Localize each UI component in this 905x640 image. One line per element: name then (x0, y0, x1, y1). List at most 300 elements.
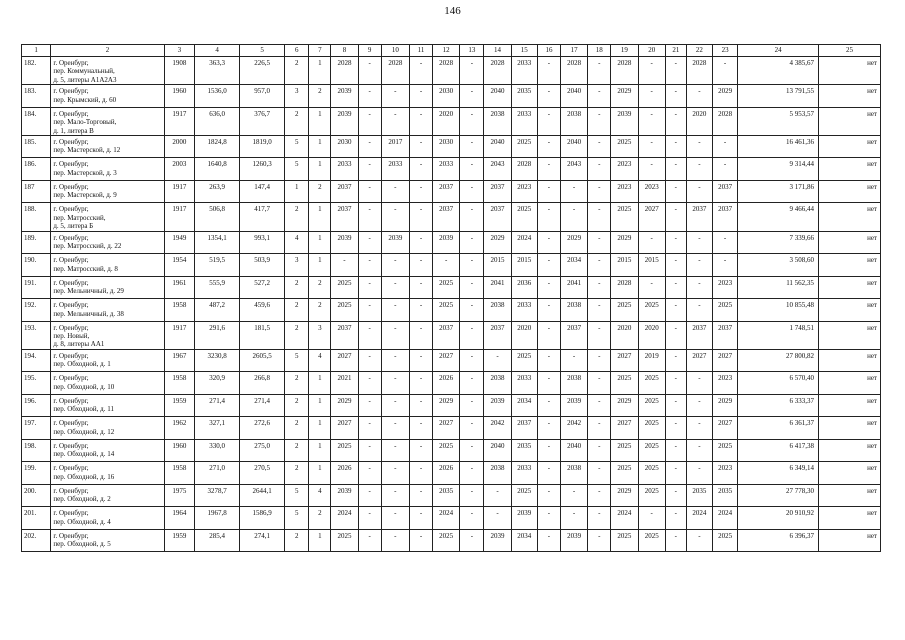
address-line: г. Оренбург, (53, 256, 89, 265)
value-cell: 2042 (484, 417, 511, 440)
value-cell: 1959 (164, 529, 194, 552)
column-header-12: 12 (433, 45, 460, 57)
value-cell: - (665, 484, 686, 507)
address-line: д. 5, литеры А1А2А3 (53, 75, 117, 84)
row-number: 193. (22, 321, 51, 349)
value-cell: 2015 (611, 254, 638, 277)
value-cell: - (713, 135, 738, 158)
value-cell: - (588, 394, 611, 417)
note-cell: нет (818, 57, 880, 85)
cost-cell: 9 314,44 (738, 158, 819, 181)
note-cell: нет (818, 462, 880, 485)
note-cell: нет (818, 107, 880, 135)
value-cell: 2025 (713, 299, 738, 322)
value-cell: 2021 (331, 372, 358, 395)
value-cell: - (638, 158, 665, 181)
address-line: г. Оренбург, (53, 182, 89, 191)
address-cell (51, 85, 164, 108)
value-cell: 3 (309, 321, 331, 349)
value-cell: 1967,8 (195, 507, 240, 530)
row-number: 184. (22, 107, 51, 135)
value-cell: - (460, 180, 484, 203)
column-header-25: 25 (818, 45, 880, 57)
address-line: д. 5, литера Б (53, 222, 94, 231)
value-cell: - (409, 439, 432, 462)
address-line: пер. Обходной, д. 16 (53, 472, 115, 481)
value-cell: - (588, 439, 611, 462)
value-cell: 2024 (433, 507, 460, 530)
value-cell: - (409, 180, 432, 203)
value-cell: - (588, 57, 611, 85)
value-cell: - (381, 254, 409, 277)
address-line: г. Оренбург, (53, 464, 89, 473)
value-cell: 636,0 (195, 107, 240, 135)
value-cell: 330,0 (195, 439, 240, 462)
value-cell: - (358, 484, 381, 507)
value-cell: - (358, 158, 381, 181)
address-cell (51, 372, 164, 395)
value-cell: 2025 (511, 135, 537, 158)
value-cell: 2023 (713, 372, 738, 395)
value-cell: 2 (309, 276, 331, 299)
value-cell: 2037 (713, 321, 738, 349)
address-line: пер. Матросский, д. 22 (53, 242, 122, 251)
value-cell: 2027 (611, 417, 638, 440)
column-header-10: 10 (381, 45, 409, 57)
address-line: пер. Матросский, (53, 213, 106, 222)
address-line: г. Оренбург, (53, 396, 89, 405)
value-cell: - (409, 349, 432, 372)
value-cell: - (409, 85, 432, 108)
value-cell: - (460, 299, 484, 322)
value-cell: - (381, 462, 409, 485)
value-cell: 1 (309, 417, 331, 440)
row-number: 185. (22, 135, 51, 158)
value-cell: 3278,7 (195, 484, 240, 507)
cost-cell: 6 333,37 (738, 394, 819, 417)
value-cell: - (358, 299, 381, 322)
value-cell: 5 (285, 158, 309, 181)
row-number: 194. (22, 349, 51, 372)
value-cell: - (665, 203, 686, 231)
value-cell: 2034 (560, 254, 587, 277)
value-cell: 2025 (611, 529, 638, 552)
value-cell: - (537, 462, 560, 485)
value-cell: - (665, 254, 686, 277)
cost-cell: 13 791,55 (738, 85, 819, 108)
value-cell: 2039 (331, 484, 358, 507)
value-cell: - (358, 276, 381, 299)
address-cell (51, 276, 164, 299)
note-cell: нет (818, 417, 880, 440)
address-cell (51, 321, 164, 349)
value-cell: - (665, 276, 686, 299)
value-cell: 503,9 (240, 254, 285, 277)
value-cell: 2035 (511, 439, 537, 462)
address-cell (51, 529, 164, 552)
address-cell (51, 158, 164, 181)
value-cell: 2038 (484, 107, 511, 135)
value-cell: - (460, 158, 484, 181)
value-cell: 2020 (511, 321, 537, 349)
value-cell: 2 (285, 203, 309, 231)
value-cell: 2 (309, 85, 331, 108)
value-cell: 2039 (381, 231, 409, 254)
value-cell: 2029 (713, 394, 738, 417)
address-cell (51, 484, 164, 507)
value-cell: 2024 (713, 507, 738, 530)
value-cell: 2038 (560, 462, 587, 485)
value-cell: - (537, 135, 560, 158)
value-cell: 2040 (484, 85, 511, 108)
value-cell: 2028 (611, 276, 638, 299)
value-cell: - (713, 254, 738, 277)
value-cell: - (460, 85, 484, 108)
value-cell: 2027 (331, 417, 358, 440)
address-line: пер. Обходной, д. 1 (53, 360, 111, 369)
column-header-22: 22 (686, 45, 712, 57)
value-cell: 2015 (638, 254, 665, 277)
value-cell: 1961 (164, 276, 194, 299)
row-number: 189. (22, 231, 51, 254)
value-cell: 417,7 (240, 203, 285, 231)
value-cell: 2 (285, 321, 309, 349)
note-cell: нет (818, 299, 880, 322)
value-cell: - (460, 484, 484, 507)
value-cell: - (358, 372, 381, 395)
value-cell: 2644,1 (240, 484, 285, 507)
value-cell: - (409, 507, 432, 530)
value-cell: - (537, 394, 560, 417)
cost-cell: 6 396,37 (738, 529, 819, 552)
value-cell: 2023 (638, 180, 665, 203)
value-cell: 1586,9 (240, 507, 285, 530)
value-cell: - (560, 180, 587, 203)
table-row (22, 158, 881, 181)
table-row (22, 349, 881, 372)
value-cell: - (713, 57, 738, 85)
value-cell: - (665, 372, 686, 395)
row-number: 201. (22, 507, 51, 530)
column-header-24: 24 (738, 45, 819, 57)
address-line: г. Оренбург, (53, 137, 89, 146)
value-cell: 2025 (433, 276, 460, 299)
column-header-21: 21 (665, 45, 686, 57)
cost-cell: 16 461,36 (738, 135, 819, 158)
value-cell: 2029 (611, 85, 638, 108)
value-cell: 274,1 (240, 529, 285, 552)
value-cell: - (588, 462, 611, 485)
address-line: пер. Мельничный, д. 38 (53, 309, 124, 318)
value-cell: - (588, 484, 611, 507)
address-line: г. Оренбург, (53, 301, 89, 310)
value-cell: - (409, 321, 432, 349)
value-cell: - (409, 203, 432, 231)
value-cell: 1917 (164, 321, 194, 349)
cost-cell: 4 385,67 (738, 57, 819, 85)
value-cell: 2028 (484, 57, 511, 85)
value-cell: - (665, 394, 686, 417)
address-line: г. Оренбург, (53, 87, 89, 96)
address-cell (51, 231, 164, 254)
value-cell: - (537, 507, 560, 530)
value-cell: 1 (309, 57, 331, 85)
value-cell: - (358, 439, 381, 462)
address-line: пер. Мельничный, д. 29 (53, 287, 124, 296)
value-cell: 1 (309, 135, 331, 158)
value-cell: 2027 (433, 417, 460, 440)
value-cell: 2033 (511, 299, 537, 322)
value-cell: 2040 (560, 439, 587, 462)
value-cell: 1 (309, 231, 331, 254)
value-cell: 2023 (713, 276, 738, 299)
value-cell: 2015 (484, 254, 511, 277)
address-line: г. Оренбург, (53, 509, 89, 518)
value-cell: 1 (309, 203, 331, 231)
value-cell: - (484, 484, 511, 507)
value-cell: 2037 (713, 180, 738, 203)
value-cell: 2038 (484, 372, 511, 395)
value-cell: - (537, 439, 560, 462)
value-cell: 2043 (560, 158, 587, 181)
value-cell: - (665, 529, 686, 552)
value-cell: 2037 (433, 203, 460, 231)
address-line: г. Оренбург, (53, 160, 89, 169)
value-cell: 2025 (611, 439, 638, 462)
value-cell: - (588, 107, 611, 135)
value-cell: 181,5 (240, 321, 285, 349)
address-line: пер. Обходной, д. 5 (53, 540, 111, 549)
value-cell: - (460, 394, 484, 417)
value-cell: 2037 (433, 321, 460, 349)
value-cell: 2025 (433, 299, 460, 322)
value-cell: 1 (309, 372, 331, 395)
value-cell: 2025 (331, 299, 358, 322)
address-line: пер. Обходной, д. 12 (53, 427, 115, 436)
value-cell: - (638, 135, 665, 158)
value-cell: 2026 (433, 372, 460, 395)
value-cell: - (588, 507, 611, 530)
address-line: г. Оренбург, (53, 205, 89, 214)
address-line: г. Оренбург, (53, 323, 89, 332)
value-cell: 4 (285, 231, 309, 254)
cost-cell: 10 855,48 (738, 299, 819, 322)
value-cell: 2020 (686, 107, 712, 135)
value-cell: 2027 (686, 349, 712, 372)
value-cell: 2037 (331, 321, 358, 349)
address-line: пер. Новый, (53, 332, 90, 341)
value-cell: - (331, 254, 358, 277)
value-cell: - (686, 529, 712, 552)
address-line: г. Оренбург, (53, 109, 89, 118)
value-cell: - (460, 57, 484, 85)
value-cell: 2026 (331, 462, 358, 485)
value-cell: - (409, 135, 432, 158)
value-cell: - (358, 231, 381, 254)
address-cell (51, 299, 164, 322)
value-cell: 1975 (164, 484, 194, 507)
value-cell: - (588, 231, 611, 254)
value-cell: - (358, 254, 381, 277)
value-cell: - (638, 507, 665, 530)
row-number: 191. (22, 276, 51, 299)
value-cell: 2023 (511, 180, 537, 203)
table-row (22, 276, 881, 299)
value-cell: 1962 (164, 417, 194, 440)
value-cell: 1959 (164, 394, 194, 417)
value-cell: 2037 (560, 321, 587, 349)
value-cell: - (588, 203, 611, 231)
value-cell: 2025 (511, 203, 537, 231)
value-cell: - (409, 158, 432, 181)
row-number: 186. (22, 158, 51, 181)
value-cell: 2040 (560, 135, 587, 158)
value-cell: - (686, 439, 712, 462)
value-cell: 2025 (331, 439, 358, 462)
value-cell: 376,7 (240, 107, 285, 135)
value-cell: 2020 (638, 321, 665, 349)
value-cell: 5 (285, 484, 309, 507)
value-cell: 2038 (560, 299, 587, 322)
value-cell: - (460, 372, 484, 395)
address-line: г. Оренбург, (53, 419, 89, 428)
value-cell: - (460, 349, 484, 372)
housing-register-table (21, 44, 881, 552)
note-cell: нет (818, 254, 880, 277)
value-cell: 271,0 (195, 462, 240, 485)
value-cell: 1819,0 (240, 135, 285, 158)
value-cell: - (381, 372, 409, 395)
value-cell: 2028 (433, 57, 460, 85)
value-cell: - (665, 85, 686, 108)
value-cell: - (381, 321, 409, 349)
value-cell: 2 (309, 180, 331, 203)
cost-cell: 6 570,40 (738, 372, 819, 395)
table-row (22, 507, 881, 530)
table-row (22, 394, 881, 417)
value-cell: - (358, 135, 381, 158)
value-cell: - (409, 299, 432, 322)
row-number: 202. (22, 529, 51, 552)
value-cell: - (460, 439, 484, 462)
value-cell: 2039 (433, 231, 460, 254)
value-cell: 2025 (433, 439, 460, 462)
value-cell: 1 (309, 529, 331, 552)
cost-cell: 1 748,51 (738, 321, 819, 349)
value-cell: 2024 (331, 507, 358, 530)
address-line: пер. Мастерской, д. 9 (53, 191, 117, 200)
row-number: 187 (22, 180, 51, 203)
value-cell: - (588, 135, 611, 158)
value-cell: 2043 (484, 158, 511, 181)
value-cell: 285,4 (195, 529, 240, 552)
value-cell: 2039 (331, 107, 358, 135)
value-cell: 2035 (511, 85, 537, 108)
value-cell: 2020 (611, 321, 638, 349)
value-cell: - (381, 299, 409, 322)
value-cell: 4 (309, 349, 331, 372)
value-cell: 2027 (638, 203, 665, 231)
value-cell: - (665, 349, 686, 372)
value-cell: - (537, 254, 560, 277)
value-cell: - (537, 85, 560, 108)
value-cell: - (665, 231, 686, 254)
value-cell: 2037 (511, 417, 537, 440)
address-cell (51, 507, 164, 530)
value-cell: - (665, 321, 686, 349)
value-cell: - (409, 417, 432, 440)
value-cell: 2 (285, 394, 309, 417)
table-row (22, 180, 881, 203)
address-cell (51, 180, 164, 203)
value-cell: 2023 (713, 462, 738, 485)
value-cell: 2034 (511, 529, 537, 552)
value-cell: 226,5 (240, 57, 285, 85)
value-cell: 2039 (511, 507, 537, 530)
value-cell: 2025 (611, 372, 638, 395)
column-header-2: 2 (51, 45, 164, 57)
value-cell: 2025 (611, 135, 638, 158)
value-cell: 2023 (611, 180, 638, 203)
value-cell: 2028 (511, 158, 537, 181)
value-cell: - (358, 321, 381, 349)
value-cell: 2039 (331, 231, 358, 254)
value-cell: - (537, 231, 560, 254)
column-header-11: 11 (409, 45, 432, 57)
value-cell: - (460, 276, 484, 299)
value-cell: - (537, 299, 560, 322)
value-cell: - (537, 57, 560, 85)
column-header-3: 3 (164, 45, 194, 57)
value-cell: 2024 (686, 507, 712, 530)
cost-cell: 27 800,82 (738, 349, 819, 372)
column-header-23: 23 (713, 45, 738, 57)
row-number: 199. (22, 462, 51, 485)
address-cell (51, 135, 164, 158)
value-cell: 2037 (331, 180, 358, 203)
value-cell: - (409, 462, 432, 485)
value-cell: - (537, 276, 560, 299)
value-cell: - (686, 135, 712, 158)
value-cell: - (409, 107, 432, 135)
column-header-18: 18 (588, 45, 611, 57)
value-cell: - (537, 372, 560, 395)
note-cell: нет (818, 158, 880, 181)
note-cell: нет (818, 85, 880, 108)
value-cell: 2024 (511, 231, 537, 254)
column-header-6: 6 (285, 45, 309, 57)
value-cell: 2015 (511, 254, 537, 277)
value-cell: - (588, 299, 611, 322)
value-cell: - (665, 57, 686, 85)
cost-cell: 5 953,57 (738, 107, 819, 135)
value-cell: 2025 (611, 462, 638, 485)
value-cell: - (588, 254, 611, 277)
row-number: 196. (22, 394, 51, 417)
cost-cell: 3 508,60 (738, 254, 819, 277)
value-cell: 3230,8 (195, 349, 240, 372)
value-cell: 2037 (686, 203, 712, 231)
value-cell: - (460, 135, 484, 158)
value-cell: - (686, 462, 712, 485)
row-number: 190. (22, 254, 51, 277)
value-cell: 2040 (484, 439, 511, 462)
value-cell: - (588, 417, 611, 440)
column-header-19: 19 (611, 45, 638, 57)
value-cell: 5 (285, 507, 309, 530)
cost-cell: 3 171,86 (738, 180, 819, 203)
value-cell: 2029 (433, 394, 460, 417)
